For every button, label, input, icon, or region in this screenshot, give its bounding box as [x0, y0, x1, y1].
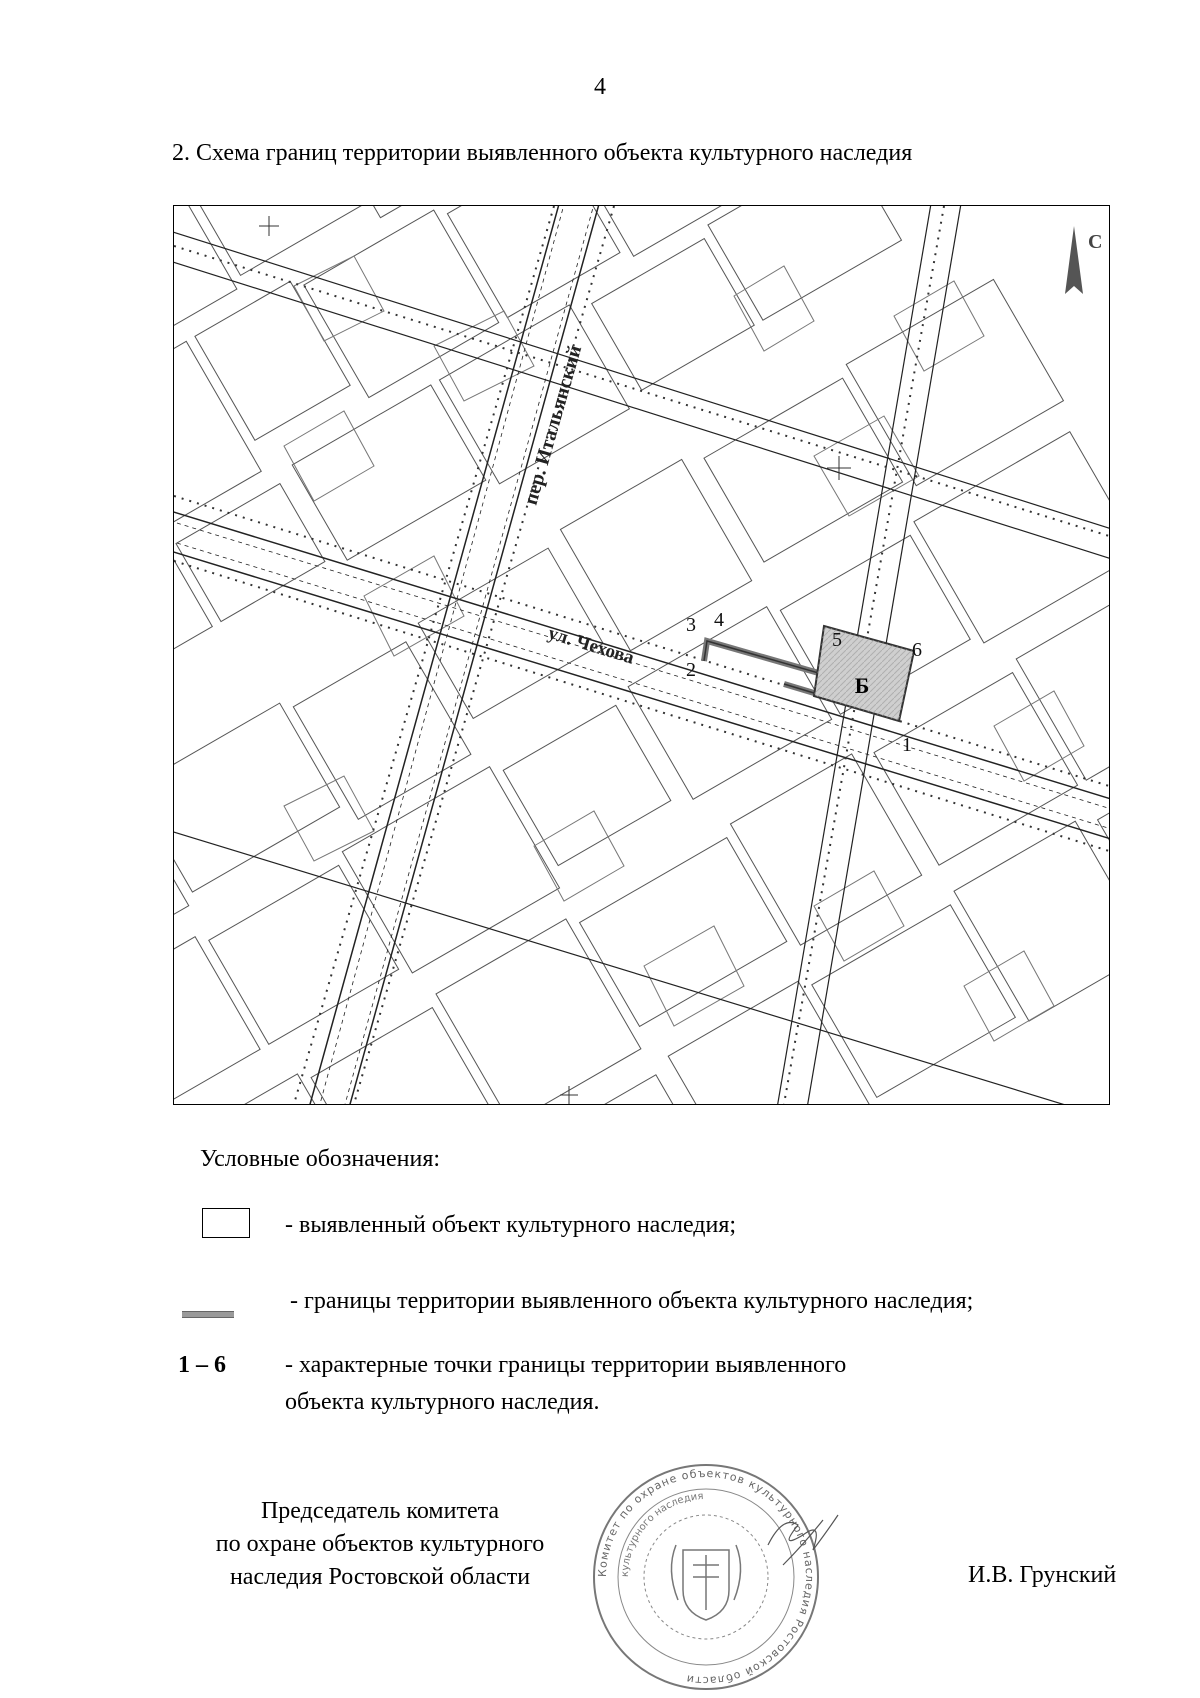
legend-object-symbol: [202, 1208, 250, 1238]
north-label: С: [1088, 231, 1103, 253]
seal-inner-text: культурного наследия: [619, 1490, 704, 1578]
signer-line-2: по охране объектов культурного: [215, 1531, 545, 1557]
street-label-italyansky: пер. Итальянский: [519, 342, 587, 508]
legend-points-text-line2: объекта культурного наследия.: [285, 1389, 600, 1415]
street-label-chekhova: ул. Чехова: [545, 622, 637, 669]
point-label-1: 1: [902, 734, 912, 756]
signer-title: [170, 1495, 590, 1594]
signer-name: И.В. Грунский: [968, 1562, 1117, 1588]
seal-outer-text: Комитет по охране объектов культурного наследия Ростовской области: [595, 1466, 817, 1688]
section-title: 2. Схема границ территории выявленного объекта культурного наследия: [172, 140, 913, 166]
cadastral-map: [173, 205, 1110, 1105]
signer-line-1: Председатель комитета: [260, 1498, 500, 1524]
legend-boundary-symbol: [182, 1311, 234, 1318]
map-drawing: [174, 206, 1109, 1104]
legend-object-text: - выявленный объект культурного наследия;: [285, 1212, 737, 1238]
legend-title: Условные обозначения:: [200, 1146, 441, 1172]
page-number: 4: [594, 74, 606, 100]
legend-points-label: 1 – 6: [178, 1352, 226, 1378]
point-label-6: 6: [912, 639, 922, 661]
coat-of-arms-icon: [671, 1545, 740, 1620]
legend-points-text-line1: - характерные точки границы территории выявленного: [285, 1352, 847, 1378]
official-seal: [588, 1455, 878, 1695]
object-letter: Б: [854, 673, 870, 698]
point-label-3: 3: [686, 614, 696, 636]
point-label-2: 2: [686, 659, 696, 681]
point-label-5: 5: [832, 629, 842, 651]
signer-line-3: наследия Ростовской области: [229, 1564, 531, 1590]
point-label-4: 4: [714, 609, 724, 631]
legend-boundary-text: - границы территории выявленного объекта культурного наследия;: [290, 1288, 974, 1314]
